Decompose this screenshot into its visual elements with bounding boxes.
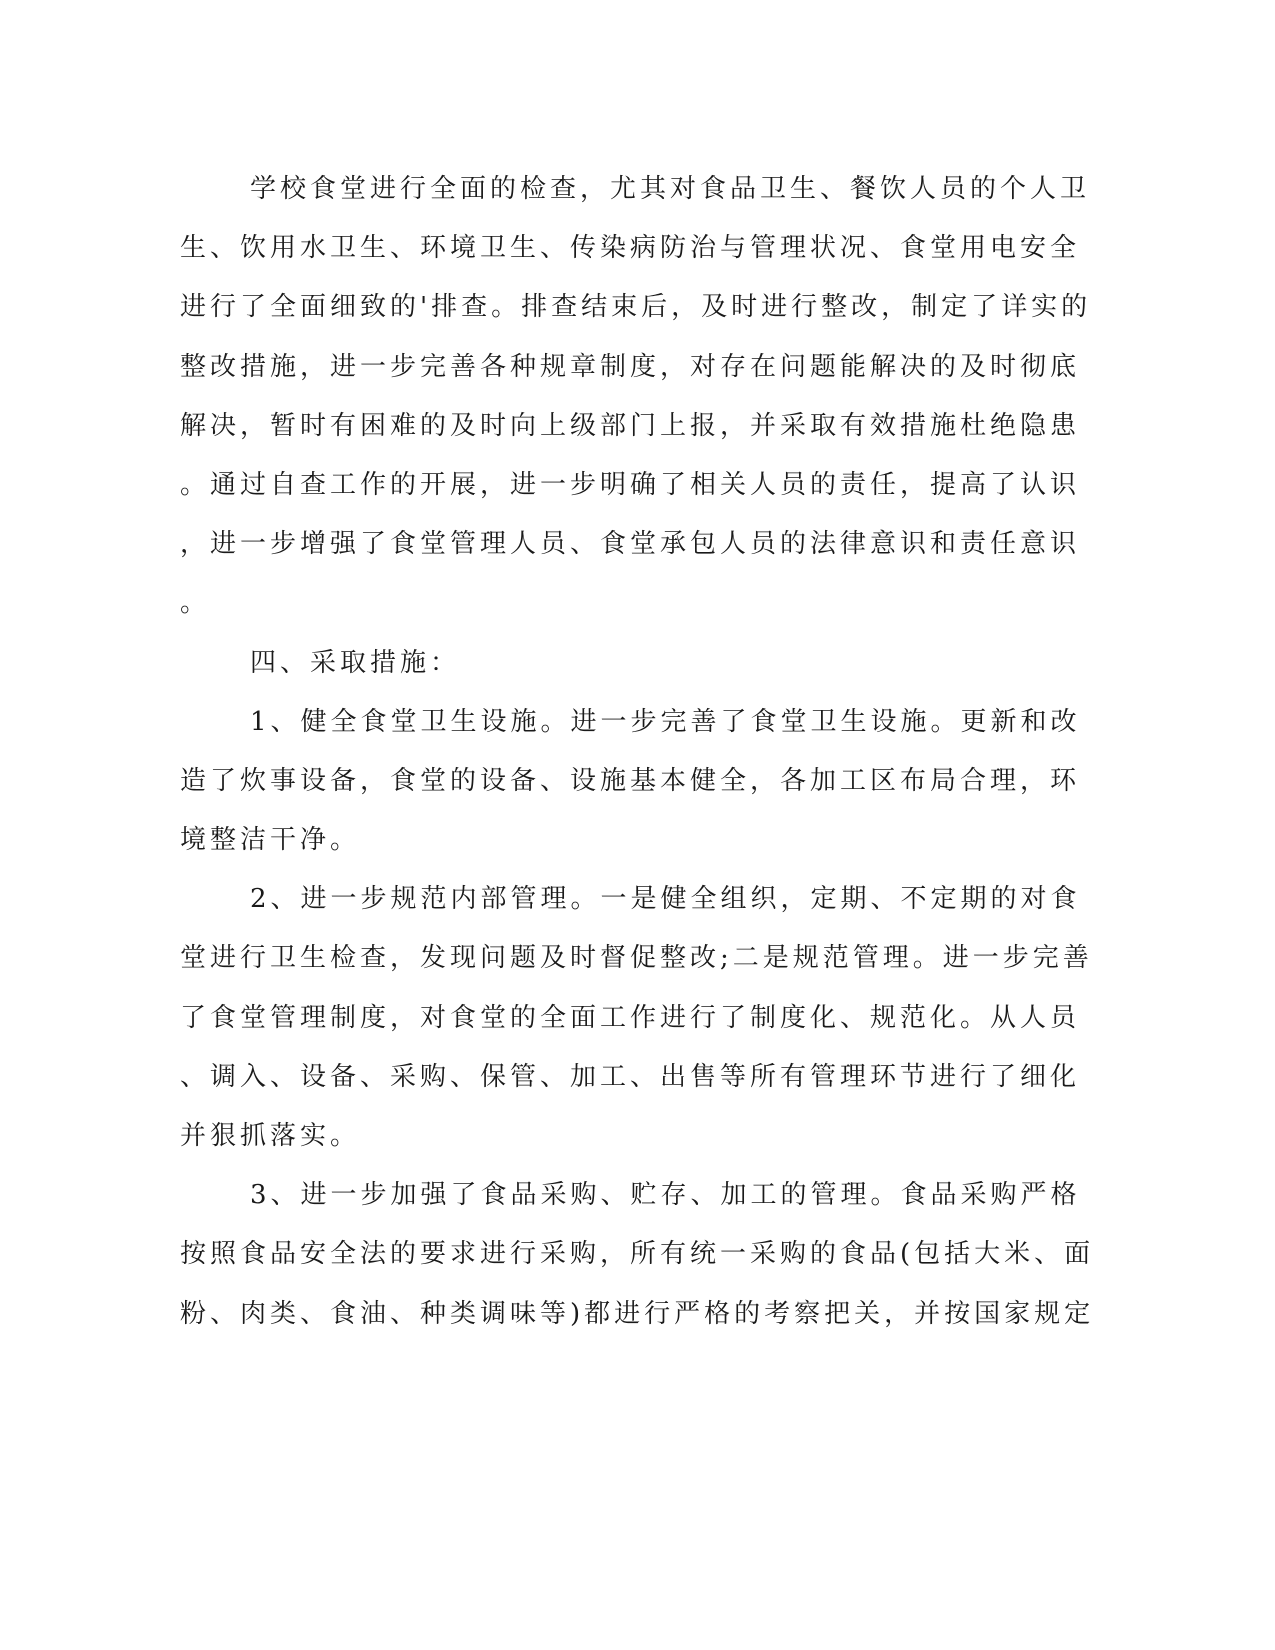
paragraph-line: 进行了全面细致的'排查。排查结束后，及时进行整改，制定了详实的	[180, 292, 1092, 323]
paragraph-line: 学校食堂进行全面的检查，尤其对食品卫生、餐饮人员的个人卫	[250, 174, 1091, 204]
section-heading: 四、采取措施：	[250, 647, 461, 678]
document-body	[180, 160, 1095, 1344]
paragraph-line: 3、进一步加强了食品采购、贮存、加工的管理。食品采购严格	[250, 1180, 1081, 1211]
paragraph-line: 、调入、设备、采购、保管、加工、出售等所有管理环节进行了细化	[180, 1061, 1081, 1092]
paragraph-line: 并狠抓落实。	[180, 1121, 361, 1151]
paragraph-line: 。通过自查工作的开展，进一步明确了相关人员的责任，提高了认识	[180, 469, 1081, 500]
paragraph-line: 造了炊事设备，食堂的设备、设施基本健全，各加工区布局合理，环	[180, 765, 1081, 796]
paragraph-line: 了食堂管理制度，对食堂的全面工作进行了制度化、规范化。从人员	[180, 1002, 1081, 1033]
paragraph-line: 解决，暂时有困难的及时向上级部门上报，并采取有效措施杜绝隐患	[180, 410, 1081, 441]
paragraph-line: 堂进行卫生检查，发现问题及时督促整改;二是规范管理。进一步完善	[180, 943, 1093, 974]
paragraph-line: 按照食品安全法的要求进行采购，所有统一采购的食品(包括大米、面	[180, 1239, 1095, 1270]
paragraph-line: 整改措施，进一步完善各种规章制度，对存在问题能解决的及时彻底	[180, 351, 1081, 382]
paragraph-line: 2、进一步规范内部管理。一是健全组织，定期、不定期的对食	[250, 884, 1081, 915]
paragraph-line: 境整洁干净。	[180, 825, 361, 856]
paragraph-line: 粉、肉类、食油、种类调味等)都进行严格的考察把关，并按国家规定	[180, 1298, 1095, 1329]
paragraph-line: 1、健全食堂卫生设施。进一步完善了食堂卫生设施。更新和改	[250, 706, 1081, 737]
paragraph-line: 。	[180, 588, 211, 619]
paragraph-line: ，进一步增强了食堂管理人员、食堂承包人员的法律意识和责任意识	[180, 529, 1081, 560]
paragraph-line: 生、饮用水卫生、环境卫生、传染病防治与管理状况、食堂用电安全	[180, 233, 1081, 264]
